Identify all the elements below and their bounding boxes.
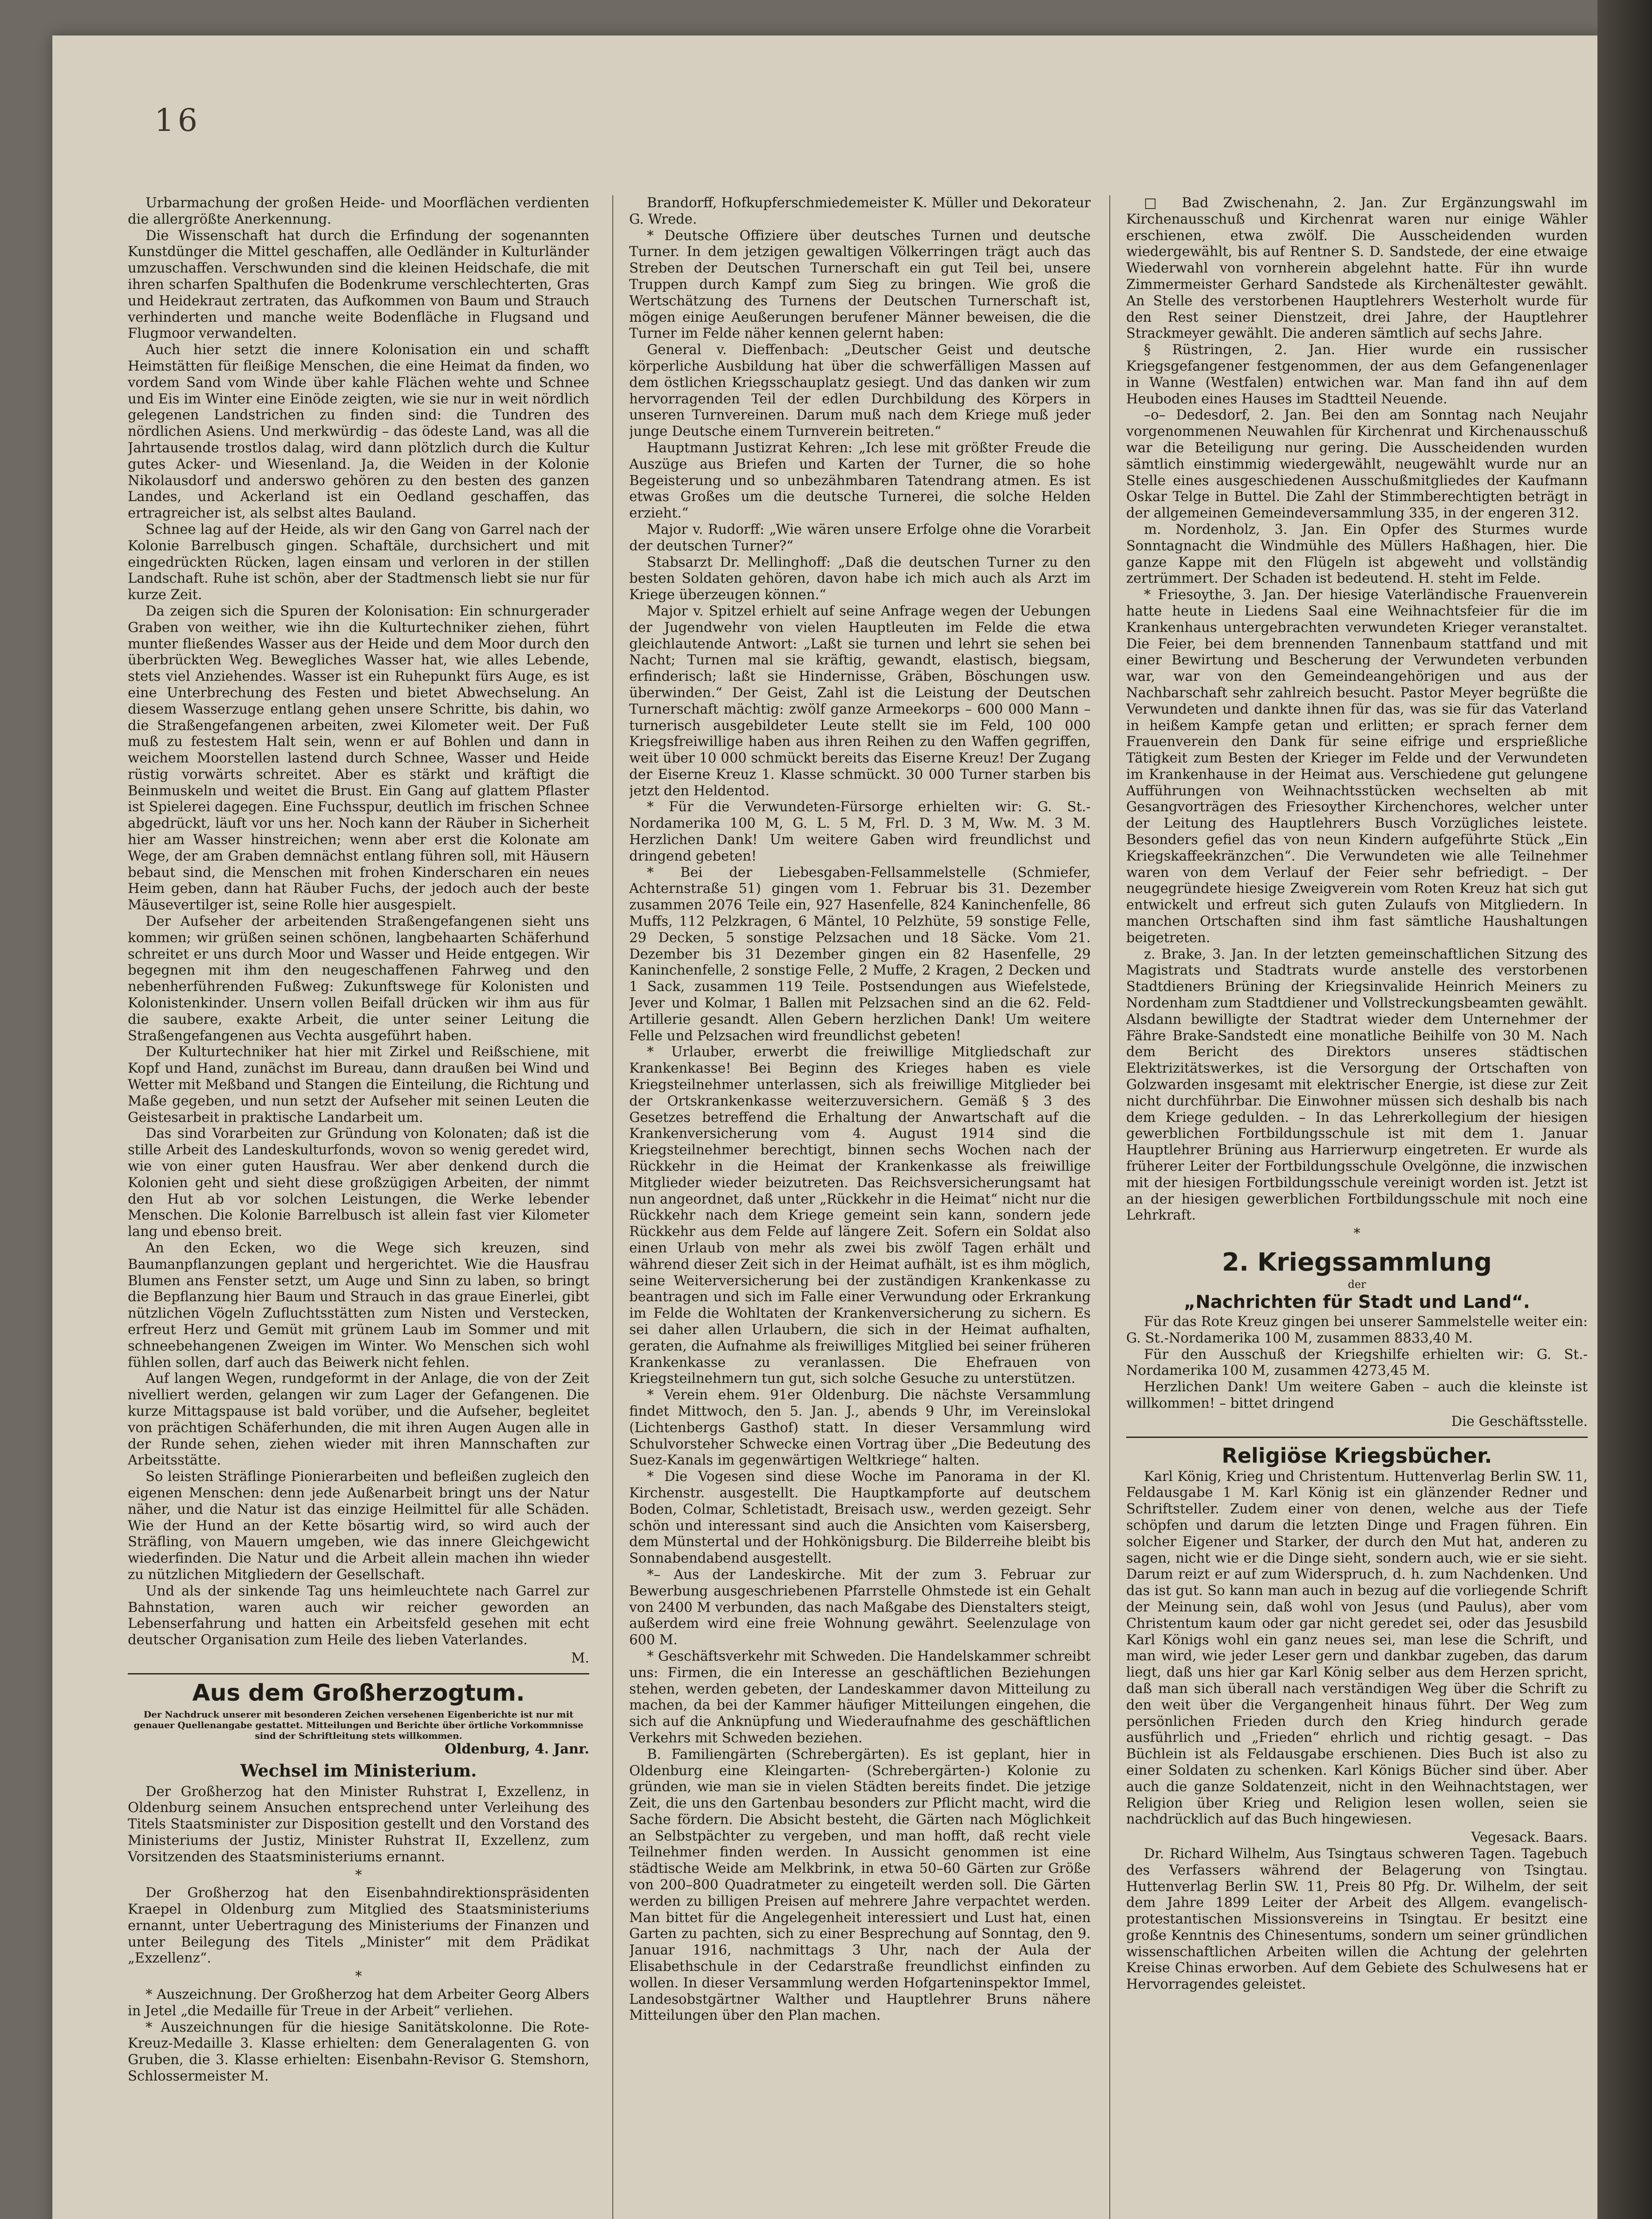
article-paragraph: z. Brake, 3. Jan. In der letzten gemeinschaftlichen Sitzung des Magistrats und Stadtrats wurde anstelle des verstorbenen Stadtdieners Brüning der Kriegsinvalide Heinrich Meiners zu Nordenham zum Stadtdiener und Vollstreckungsbeamten gewählt. Alsdann bewilligte der Stadtrat wieder dem Unternehmer der Fähre Brake-Sandstedt eine monatliche Beihilfe von 30 M. Nach dem Bericht des Direktors unseres städtischen Elektrizitätswerkes, ist die Versorgung der Ortschaften von Golzwarden insgesamt mit elektrischer Energie, ist diese zur Zeit nicht durchführbar. Die Einwohner müssen sich deshalb bis nach dem Kriege gedulden. – In das Lehrerkollegium der hiesigen gewerblichen Fortbildungsschule ist mit dem 1. Januar Hauptlehrer Brüning aus Harrierwurp eingetreten. Er wurde als früherer Leiter der Fortbildungsschule Ovelgönne, die inzwischen mit der hiesigen Fortbildungsschule vereinigt worden ist. Jetzt ist an der hiesigen gewerblichen Fortbildungsschule mit noch eine Lehrkraft. — [1126, 946, 1588, 1224]
column-middle — [629, 195, 1091, 2219]
article-paragraph: Stabsarzt Dr. Mellinghoff: „Daß die deutschen Turner zu den besten Soldaten gehören, davon habe ich mich auch als Arzt im Kriege überzeugen können.“ — [629, 554, 1091, 603]
column-rule-left — [612, 195, 613, 2219]
article-paragraph: □ Bad Zwischenahn, 2. Jan. Zur Ergänzungswahl im Kirchenausschuß und Kirchenrat waren nur einige Wähler erschienen, etwa zwölf. Die Ausscheidenden wurden wiedergewählt, bis auf Rentner S. D. Sandstede, der eine etwaige Wiederwahl von vornherein abgelehnt hatte. Für ihn wurde Zimmermeister Gerhard Sandstede als Kirchenältester gewählt. An Stelle des verstorbenen Hauptlehrers Westerholt wurde für den Rest seiner Dienstzeit, drei Jahre, der Hauptlehrer Strackmeyer gewählt. Die anderen sämtlich auf sechs Jahre. — [1126, 195, 1588, 342]
article-paragraph: *– Aus der Landeskirche. Mit der zum 3. Februar zur Bewerbung ausgeschriebenen Pfarrstelle Ohmstede ist ein Gehalt von 2400 M verbunden, das nach Maßgabe des Dienstalters steigt, außerdem wird eine freie Wohnung gewährt. Seelenzulage von 600 M. — [629, 1567, 1091, 1648]
article-paragraph: Das sind Vorarbeiten zur Gründung von Kolonaten; daß ist die stille Arbeit des Landeskulturfonds, wovon so wenig geredet wird, wie von einer guten Hausfrau. Wer aber denkend durch die Kolonien geht und sieht diese großzügigen Arbeiten, der nimmt den Hut ab vor solchen Leistungen, die Werke lebender Menschen. Die Kolonie Barrelbusch ist allein fast vier Kilometer lang und ebenso breit. — [128, 1126, 589, 1240]
article-paragraph: Der Großherzog hat den Minister Ruhstrat I, Exzellenz, in Oldenburg seinem Ansuchen entsprechend unter Verleihung des Titels Staatsminister zur Disposition gestellt und den Vorstand des Ministeriums der Justiz, Minister Ruhstrat II, Exzellenz, zum Vorsitzenden des Staatsministeriums ernannt. — [128, 1784, 589, 1865]
article-paragraph: * Auszeichnungen für die hiesige Sanitätskolonne. Die Rote-Kreuz-Medaille 3. Klasse erhielten: dem Generalagenten G. von Gruben, die 3. Klasse erhielten: Eisenbahn-Revisor G. Stemshorn, Schlossermeister M. — [128, 2019, 589, 2085]
article-paragraph: m. Nordenholz, 3. Jan. Ein Opfer des Sturmes wurde Sonntagnacht die Windmühle des Müllers Haßhagen, hier. Die ganze Kappe mit den Flügeln ist abgeweht und vollständig zertrümmert. Der Schaden ist bedeutend. H. steht im Felde. — [1126, 521, 1588, 587]
separator-star: * — [355, 1867, 362, 1883]
page-number: 16 — [154, 102, 201, 138]
article-signature: M. — [571, 1650, 589, 1666]
article-paragraph: * Friesoythe, 3. Jan. Der hiesige Vaterländische Frauenverein hatte heute in Liedens Saal eine Weihnachtsfeier für die im Krankenhaus untergebrachten verwundeten Krieger veranstaltet. Die Feier, bei dem brennenden Tannenbaum stattfand und mit einer Bewirtung und Bescherung der Verwundeten verbunden war, war von den Gemeindeangehörigen und aus der Nachbarschaft sehr zahlreich besucht. Pastor Meyer begrüßte die Verwundeten und dankte ihnen für das, was sie für das Vaterland in heißem Kampfe getan und erlitten; er sprach ferner dem Frauenverein den Dank für seine eifrige und ersprießliche Tätigkeit zum Besten der Krieger im Felde und der Verwundeten im Krankenhause in der Heimat aus. Verschiedene gut gelungene Aufführungen von Weihnachtsstücken wechselten ab mit Gesangvorträgen des Friesoyther Kirchenchores, welcher unter der Leitung des Hauptlehrers Busch Vorzügliches leistete. Besonders gefiel das von neun Kindern aufgeführte Stück „Ein Kriegskaffeekränzchen“. Die Verwundeten wie alle Teilnehmer waren von dem Verlauf der Feier sehr befriedigt. – Der neugegründete hiesige Zweigverein vom Roten Kreuz hat sich gut entwickelt und erfreut sich guten Zulaufs von Mitgliedern. In manchen Ortschaften sind ihm fast sämtliche Haushaltungen beigetreten. — [1126, 587, 1588, 946]
section-divider — [1126, 1437, 1588, 1438]
article-title: Wechsel im Ministerium. — [240, 1760, 477, 1781]
article-paragraph: An den Ecken, wo die Wege sich kreuzen, sind Baumanpflanzungen geplant und hergerichtet. Wie die Hausfrau Blumen ans Fenster setzt, um Auge und Sinn zu laben, so bringt die Bepflanzung hier Baum und Strauch in das graue Einerlei, gibt nützlichen Vögeln Zufluchtsstätten zum Nisten und Verstecken, erfreut Herz und Gemüt mit grünem Laub im Sommer und mit schneebehangenen Zweigen im Winter. Wo Menschen sich wohl fühlen sollen, darf auch das Beiwerk nicht fehlen. — [128, 1240, 589, 1370]
collection-signature: Die Geschäftsstelle. — [1451, 1414, 1588, 1429]
reprint-note: Der Nachdruck unserer mit besonderen Zeichen versehenen Eigenberichte ist nur mit genauer Quellenangabe gestattet. Mitteilungen und Berichte über örtliche Vorkommnisse sind der Schriftleitung stets willkommen. — [134, 1709, 584, 1741]
article-paragraph: Major v. Spitzel erhielt auf seine Anfrage wegen der Uebungen der Jugendwehr von vielen Hauptleuten im Felde die etwa gleichlautende Antwort: „Laßt sie turnen und lehrt sie sehen bei Nacht; Turnen mal sie kräftig, gewandt, elastisch, biegsam, erfinderisch; laßt sie Hindernisse, Gräben, Böschungen usw. überwinden.“ Der Geist, Zahl ist die Leistung der Deutschen Turnerschaft mächtig: zwölf ganze Armeekorps – 600 000 Mann – turnerisch ausgebildeter Leute stellt sie im Feld, 100 000 Kriegsfreiwillige haben aus ihren Reihen zu den Waffen gegriffen, weit über 10 000 schmückt bereits das Eiserne Kreuz! Der Zugang der Eiserne Kreuz 1. Klasse schmückt. 30 000 Turner starben bis jetzt den Heldentod. — [629, 603, 1091, 799]
article-paragraph: * Urlauber, erwerbt die freiwillige Mitgliedschaft zur Krankenkasse! Bei Beginn des Krieges haben es viele Kriegsteilnehmer unterlassen, sich als freiwillige Mitglieder bei der Ortskrankenkasse weiterzuversichern. Gemäß § 3 des Gesetzes betreffend die Erhaltung der Anwartschaft auf die Krankenversicherung vom 4. August 1914 sind die Kriegsteilnehmer berechtigt, binnen sechs Wochen nach der Rückkehr in die Heimat der Krankenkasse als freiwillige Mitglieder wieder beizutreten. Das Reichsversicherungsamt hat nun angeordnet, daß unter „Rückkehr in die Heimat“ nicht nur die Rückkehr nach dem Kriege gemeint sein kann, sondern jede Rückkehr aus dem Felde auf längere Zeit. Sofern ein Soldat also einen Urlaub von mehr als zwei bis zwölf Tagen erhält und während dieser Zeit sich in der Heimat aufhält, ist es ihm möglich, seine Weiterversicherung bei der zuständigen Krankenkasse zu beantragen und sich im Falle einer Verwundung oder Erkrankung im Felde die Wohltaten der Krankenversicherung zu sichern. Es sei daher allen Urlaubern, die sich in der Heimat aufhalten, geraten, die Aufnahme als freiwilliges Mitglied bei seiner früheren Krankenkasse zu veranlassen. Die Ehefrauen von Kriegsteilnehmern tun gut, sich solche Gesuche zu unterstützen. — [629, 1044, 1091, 1387]
section-title: Aus dem Großherzogtum. — [192, 1679, 525, 1706]
article-paragraph: –o– Dedesdorf, 2. Jan. Bei den am Sonntag nach Neujahr vorgenommenen Neuwahlen für Kirchenrat und Kirchenausschuß war die Beteiligung nur gering. Die Ausscheidenden wurden sämtlich einstimmig wiedergewählt, neugewählt wurde nur an Stelle eines ausgeschiedenen Ausschußmitgliedes der Kaufmann Oskar Telge in Buttel. Die Zahl der Stimmberechtigten beträgt in der allgemeinen Gemeindeversammlung 335, in der engeren 312. — [1126, 407, 1588, 521]
article-paragraph: * Auszeichnung. Der Großherzog hat dem Arbeiter Georg Albers in Jetel „die Medaille für Treue in der Arbeit“ verliehen. — [128, 1987, 589, 2019]
article-paragraph: Auf langen Wegen, rundgeformt in der Anlage, die von der Zeit nivelliert werden, gelangen wir zum Lager der Gefangenen. Die kurze Mittagspause ist bald vorüber, und die Aufseher, begleitet von prächtigen Schäferhunden, die mit ihren Augen Augen alle in der Runde sehen, ziehen wieder mit ihren Mannschaften zur Arbeitsstätte. — [128, 1371, 589, 1469]
dark-page-edge — [1597, 0, 1652, 2219]
separator-star: * — [1353, 1226, 1360, 1242]
article-paragraph: Der Großherzog hat den Eisenbahndirektionspräsidenten Kraepel in Oldenburg zum Mitglied des Staatsministeriums ernannt, unter Uebertragung des Ministeriums der Finanzen und unter Beilegung des Titels „Minister“ mit dem Prädikat „Exzellenz“. — [128, 1885, 589, 1966]
article-paragraph: § Rüstringen, 2. Jan. Hier wurde ein russischer Kriegsgefangener festgenommen, der aus dem Gefangenenlager in Wanne (Westfalen) entwichen war. Man fand ihn auf dem Heuboden eines Hauses im Stadtteil Neuende. — [1126, 342, 1588, 407]
collection-title: 2. Kriegssammlung — [1222, 1248, 1492, 1277]
dateline: Oldenburg, 4. Janr. — [445, 1741, 589, 1757]
collection-paragraph: Für den Ausschuß der Kriegshilfe erhielten wir: G. St.-Nordamerika 100 M, zusammen 4273,45 M. — [1126, 1346, 1588, 1379]
newspaper-page — [52, 36, 1605, 2219]
article-paragraph: Der Kulturtechniker hat hier mit Zirkel und Reißschiene, mit Kopf und Hand, zunächst im Bureau, dann draußen bei Wind und Wetter mit Meßband und Stangen die Einteilung, die Richtung und Maße gegeben, und nun setzt der Aufseher mit seinen Leuten die Geistesarbeit in praktische Landarbeit um. — [128, 1044, 589, 1125]
column-left — [128, 195, 589, 2219]
article-paragraph: * Verein ehem. 91er Oldenburg. Die nächste Versammlung findet Mittwoch, den 5. Jan. J., abends 9 Uhr, im Vereinslokal (Lichtenbergs Gasthof) statt. In dieser Versammlung wird Schulvorsteher Schwecke einen Vortrag über „Die Bedeutung des Suez-Kanals im gegenwärtigen Weltkriege“ halten. — [629, 1387, 1091, 1469]
books-title: Religiöse Kriegsbücher. — [1222, 1443, 1492, 1468]
article-paragraph: General v. Dieffenbach: „Deutscher Geist und deutsche körperliche Ausbildung hat über die schwerfälligen Massen auf dem östlichen Kriegsschauplatz gesiegt. Und das danken wir zum hervorragenden Teil der edlen Durchbildung des Körpers in unseren Turnvereinen. Darum muß nach dem Kriege muß jeder junge Deutsche einem Turnverein beitreten.“ — [629, 342, 1091, 440]
article-paragraph: Da zeigen sich die Spuren der Kolonisation: Ein schnurgerader Graben von weither, wie ihn die Kulturtechniker ziehen, führt munter fließendes Wasser aus der Heide und dem Moor durch den überbrückten Weg. Bewegliches Wasser hat, wie alles Lebende, stets viel Anziehendes. Wasser ist ein Ruhepunkt fürs Auge, es ist eine Unterbrechung des Festen und bietet Abwechselung. An diesem Wasserzuge entlang gehen unsere Schritte, bis dahin, wo die Straßengefangenen arbeiten, zwei Kilometer weit. Der Fuß muß zu festestem Halt sein, wenn er auf Bohlen und dann in weichem Moorstellen lastend durch Schnee, Wasser und Heide rüstig vorwärts schreitet. Aber es stärkt und kräftigt die Beinmuskeln und weitet die Brust. Ein Gang auf glattem Pflaster ist Spielerei dagegen. Eine Fuchsspur, deutlich im frischen Schnee abgedrückt, läuft vor uns her. Noch kann der Räuber in Sicherheit hier am Wasser hinstreichen; wenn aber erst die Kolonate am Wege, der am Graben demnächst entlang führen soll, mit Häusern bebaut sind, die Menschen mit frohen Kinderscharen ein neues Heim geben, dann hat Räuber Fuchs, der jedoch auch der beste Mäusevertilger ist, seine Rolle hier ausgespielt. — [128, 603, 589, 913]
article-paragraph: Brandorff, Hofkupferschmiedemeister K. Müller und Dekorateur G. Wrede. — [629, 195, 1091, 227]
collection-paragraph: Herzlichen Dank! Um weitere Gaben – auch die kleinste ist willkommen! – bittet dringend — [1126, 1379, 1588, 1411]
article-paragraph: * Bei der Liebesgaben-Fellsammelstelle (Schmiefer, Achternstraße 51) gingen vom 1. Februar bis 31. Dezember zusammen 2076 Teile ein, 927 Hasenfelle, 824 Kaninchenfelle, 86 Muffs, 112 Pelzkragen, 6 Mäntel, 10 Pelzhüte, 59 sonstige Felle, 29 Decken, 5 sonstige Pelzsachen und 18 Säcke. Vom 21. Dezember bis 31 Dezember gingen ein 82 Hasenfelle, 29 Kaninchenfelle, 2 sonstige Felle, 2 Muffe, 2 Kragen, 2 Decken und 1 Sack, zusammen 119 Teile. Postsendungen aus Wiefelstede, Jever und Kolmar, 1 Ballen mit Pelzsachen sind an die 62. Feld-Artillerie gesandt. Allen Gebern herzlichen Dank! Um weitere Felle und Pelzsachen wird freundlichst gebeten! — [629, 865, 1091, 1044]
article-paragraph: * Für die Verwundeten-Fürsorge erhielten wir: G. St.-Nordamerika 100 M, G. L. 5 M, Frl. D. 3 M, Ww. M. 3 M. Herzlichen Dank! Um weitere Gaben wird freundlichst und dringend gebeten! — [629, 799, 1091, 864]
collection-der: der — [1348, 1278, 1366, 1291]
article-paragraph: Und als der sinkende Tag uns heimleuchtete nach Garrel zur Bahnstation, waren auch wir reicher geworden an Lebenserfahrung und hatten ein Arbeitsfeld gesehen mit echt deutscher Organisation zum Heile des lieben Vaterlandes. — [128, 1583, 589, 1648]
article-paragraph: So leisten Sträflinge Pionierarbeiten und befleißen zugleich den eigenen Menschen: denn jede Außenarbeit bringt uns der Natur näher, und die Natur ist das einzige Heilmittel für alle Schäden. Wie der Hund an der Kette bösartig wird, so wird auch der Sträfling, von Mauern umgeben, wie das innere Gleichgewicht wiederfinden. Die Natur und die Arbeit allein machen ihn wieder zu nützlichen Mitgliedern der Gesellschaft. — [128, 1469, 589, 1583]
article-paragraph: * Geschäftsverkehr mit Schweden. Die Handelskammer schreibt uns: Firmen, die ein Interesse an geschäftlichen Beziehungen stehen, werden gebeten, der Landeskammer davon Mitteilung zu machen, da bei der Kammer häufiger Mitteilungen eingehen, die sich auf die Anknüpfung und Wiederaufnahme des geschäftlichen Verkehrs mit Schweden beziehen. — [629, 1648, 1091, 1746]
article-paragraph: Major v. Rudorff: „Wie wären unsere Erfolge ohne die Vorarbeit der deutschen Turner?“ — [629, 521, 1091, 554]
article-paragraph: Schnee lag auf der Heide, als wir den Gang von Garrel nach der Kolonie Barrelbusch gingen. Schaftäle, durchsichert und mit eingedrückten Rücken, lagen einsam und verloren in der stillen Landschaft. Ruhe ist schön, aber der Stadtmensch liebt sie nur für kurze Zeit. — [128, 521, 589, 603]
collection-paragraph: Für das Rote Kreuz gingen bei unserer Sammelstelle weiter ein: G. St.-Nordamerika 100 M, zusammen 8833,40 M. — [1126, 1314, 1588, 1346]
article-paragraph: * Deutsche Offiziere über deutsches Turnen und deutsche Turner. In dem jetzigen gewaltigen Völkerringen trägt auch das Streben der Deutschen Turnerschaft ein gut Teil bei, unsere Truppen durch Kampf zum Sieg zu bringen. Wie groß die Wertschätzung des Turnens der Deutschen Turnerschaft ist, mögen einige Aeußerungen berufener Männer beweisen, die die Turner im Felde näher kennen gelernt haben: — [629, 228, 1091, 342]
collection-subtitle: „Nachrichten für Stadt und Land“. — [1184, 1292, 1530, 1312]
column-right — [1126, 195, 1588, 2219]
separator-star: * — [355, 1969, 362, 1985]
article-paragraph: Urbarmachung der großen Heide- und Moorflächen verdienten die allergrößte Anerkennung. — [128, 195, 589, 227]
books-signature: Vegesack. Baars. — [1471, 1830, 1588, 1846]
column-rule-right — [1109, 195, 1110, 2219]
article-paragraph: Der Aufseher der arbeitenden Straßengefangenen sieht uns kommen; wir grüßen seinen schönen, langbehaarten Schäferhund schreitet er uns durch Moor und Wasser und Heide entgegen. Wir begegnen mit ihm den neugeschaffenen Fahrweg und den nebenherführenden Fußweg: Zukunftswege für Kolonisten und Kolonistenkinder. Unsern vollen Beifall drücken wir ihm aus für die saubere, exakte Arbeit, die unter seiner Leitung die Straßengefangenen aus Vechta ausgeführt haben. — [128, 914, 589, 1044]
article-paragraph: B. Familiengärten (Schrebergärten). Es ist geplant, hier in Oldenburg eine Kleingarten- (Schrebergärten-) Kolonie zu gründen, wie man sie in vielen Städten bereits findet. Die jetzige Zeit, die uns den Gartenbau besonders zur Pflicht macht, wird die Sache fördern. Die Absicht besteht, die Gärten nach Möglichkeit an Selbstpächter zu vergeben, und man hofft, daß recht viele Teilnehmer finden werden. In Aussicht genommen ist eine städtische Weide am Melkbrink, in etwa 50–60 Gärten zur Größe von 200–800 Quadratmeter zu eingeteilt werden soll. Die Gärten werden zu billigen Preisen auf mehrere Jahre verpachtet werden. Man bittet für die Angelegenheit interessiert und Lust hat, einen Garten zu pachten, sich zu einer Besprechung auf Sonntag, den 9. Januar 1916, nachmittags 3 Uhr, nach der Aula der Elisabethschule in der Cedarstraße freundlichst einfinden zu wollen. In dieser Versammlung werden Hofgarteninspektor Immel, Landesobstgärtner Walther und Hauptlehrer Bruns nähere Mitteilungen über den Plan machen. — [629, 1746, 1091, 2024]
article-paragraph: Hauptmann Justizrat Kehren: „Ich lese mit größter Freude die Auszüge aus Briefen und Karten der Turner, die so hohe Begeisterung und so unbezähmbaren Tatendrang atmen. Es ist etwas Großes um die deutsche Turnerei, die solche Helden erzieht.“ — [629, 440, 1091, 521]
books-paragraph: Dr. Richard Wilhelm, Aus Tsingtaus schweren Tagen. Tagebuch des Verfassers während der Belagerung von Tsingtau. Huttenverlag Berlin SW. 11, Preis 80 Pfg. Dr. Wilhelm, der seit dem Jahre 1899 Leiter der Arbeit des Allgem. evangelisch-protestantischen Missionsvereins in Tsingtau. Er besitzt eine große Kenntnis des Chinesentums, sondern um seiner gründlichen wissenschaftlichen Arbeiten willen die Achtung der gelehrten Kreise Chinas erworben. Auf dem Gebiete des Schulwesens hat er Hervorragendes geleistet. — [1126, 1846, 1588, 1993]
books-paragraph: Karl König, Krieg und Christentum. Huttenverlag Berlin SW. 11, Feldausgabe 1 M. Karl König ist ein glänzender Redner und Schriftsteller. Zudem einer von denen, welche aus der Tiefe schöpfen und darum die letzten Dinge und Fragen führen. Ein solcher Eigener und Starker, der durch den Mut hat, anderen zu sagen, nicht wie er die Dinge sieht, sondern auch, wie er sie sieht. Darum reizt er auf zum Widerspruch, d. h. zum Nachdenken. Und das ist gut. So kann man auch in bezug auf die vorliegende Schrift der Meinung sein, daß wohl von Jesus (und Paulus), aber vom Christentum kaum oder gar nicht geredet sei, oder das Jesusbild Karl Königs wohl ein ganz neues sei, man lese die Schrift, und man wird, wie jeder Leser gern und dankbar zugeben, das darum liegt, daß uns hier gar Karl König selber aus dem Herzen spricht, daß man sich überall nach verständigen Weg über die Schrift zu den weit über die Vergangenheit hinaus führt. Der Weg zum persönlichen Frieden durch den Krieg hindurch gerade ausführlich und „Frieden“ ehrlich und richtig gesagt. – Das Büchlein ist als Feldausgabe erschienen. Dies Buch ist also zu einer Soldaten zu schenken. Karl Königs Bücher sind über. Aber auch die ganze Soldatenzeit, nicht in den Weihnachtstagen, wer Religion über Krieg und Religion lesen wollen, seien sie nachdrücklich auf das Buch hingewiesen. — [1126, 1469, 1588, 1828]
section-divider — [128, 1673, 589, 1674]
article-paragraph: * Die Vogesen sind diese Woche im Panorama in der Kl. Kirchenstr. ausgestellt. Die Hauptkampforte auf deutschem Boden, Colmar, Schletistadt, Breisach usw., werden gezeigt. Sehr schön und interessant sind auch die Ansichten vom Kaisersberg, dem Münstertal und der Hohkönigsburg. Die Bilderreihe bleibt bis Sonnabendabend ausgestellt. — [629, 1469, 1091, 1567]
article-paragraph: Die Wissenschaft hat durch die Erfindung der sogenannten Kunstdünger die Mittel geschaffen, alle Oedländer in Kulturländer umzuschaffen. Verschwunden sind die kleinen Heidschafe, die mit ihren scharfen Spalthufen die Bodenkrume verschlechterten, Gras und Heidekraut zertraten, das Aufkommen von Baum und Strauch verhinderten und manche weite Bodenfläche in Flugsand und Flugmoor verwandelten. — [128, 228, 589, 342]
article-paragraph: Auch hier setzt die innere Kolonisation ein und schafft Heimstätten für fleißige Menschen, die eine Heimat da finden, wo vordem Sand vom Winde über kahle Flächen wehte und Schnee und Eis im Winter eine Einöde zeigten, wie sie nur in weit nördlich gelegenen Landstrichen zu finden sind: die Tundren des nördlichen Asiens. Und merkwürdig – das ödeste Land, was all die Jahrtausende trostlos dalag, wird dann plötzlich durch die Kultur gutes Acker- und Wiesenland. Ja, die Weiden in der Kolonie Nikolausdorf und anderswo gehören zu den besten des ganzen Landes, und Ackerland ist ein Oedland geschaffen, das ertragreicher ist, als selbst altes Bauland. — [128, 342, 589, 521]
